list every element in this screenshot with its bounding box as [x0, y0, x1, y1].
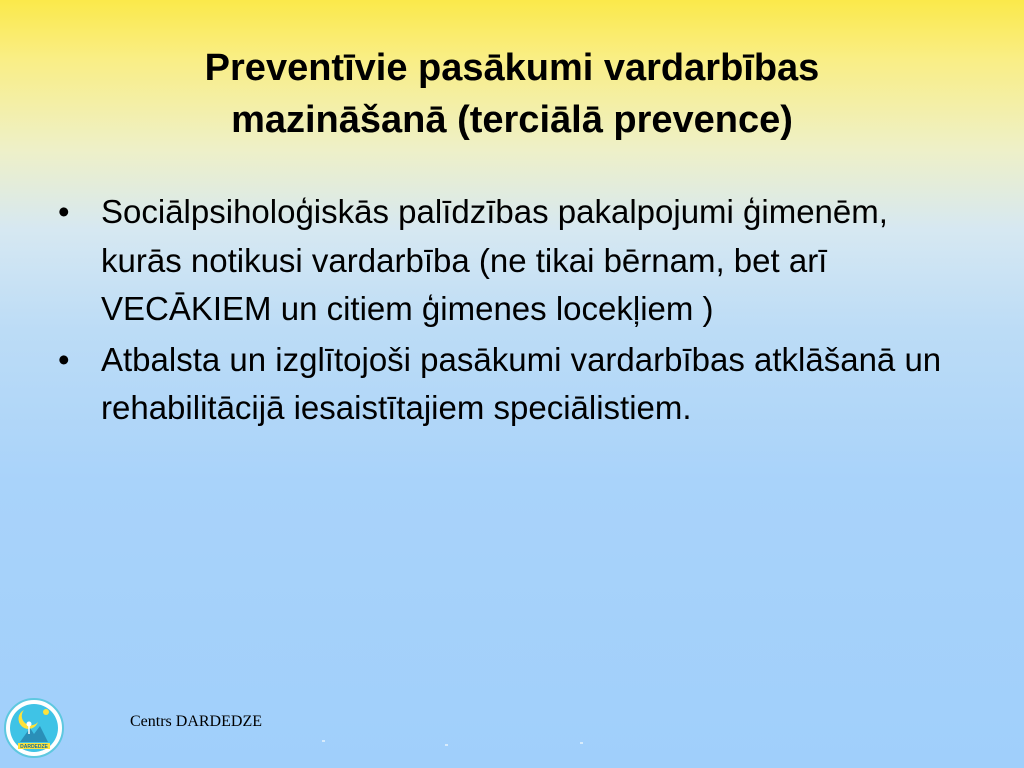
bullet-text: Atbalsta un izglītojoši pasākumi vardarbības atklāšanā un rehabilitācijā iesaistītajiem speciālistiem.: [101, 340, 942, 426]
bullet-dot-icon: •: [58, 340, 70, 378]
bullet-text: Sociālpsiholoģiskās palīdzības pakalpojumi ģimenēm, kurās notikusi vardarbība (ne tikai bērnam, bet arī VECĀKIEM un citiem ģimenes locekļiem ): [101, 193, 888, 327]
title-line-2: mazināšanā (terciālā prevence): [231, 99, 793, 141]
dardedze-logo-graphic: [4, 698, 64, 758]
decorative-dot: [445, 744, 448, 746]
svg-text:DARDEDZE: DARDEDZE: [20, 744, 48, 750]
bullet-item: [58, 336, 958, 433]
bullet-item: [58, 188, 958, 334]
dardedze-logo-icon: [4, 698, 64, 758]
bullet-dot-icon: •: [58, 193, 70, 230]
slide-title: [60, 42, 964, 146]
footer-text: Centrs DARDEDZE: [130, 713, 262, 730]
title-line-1: Preventīvie pasākumi vardarbības: [204, 47, 820, 89]
decorative-dot: [580, 742, 583, 744]
decorative-dot: [322, 740, 325, 742]
bullet-list: [58, 188, 958, 435]
